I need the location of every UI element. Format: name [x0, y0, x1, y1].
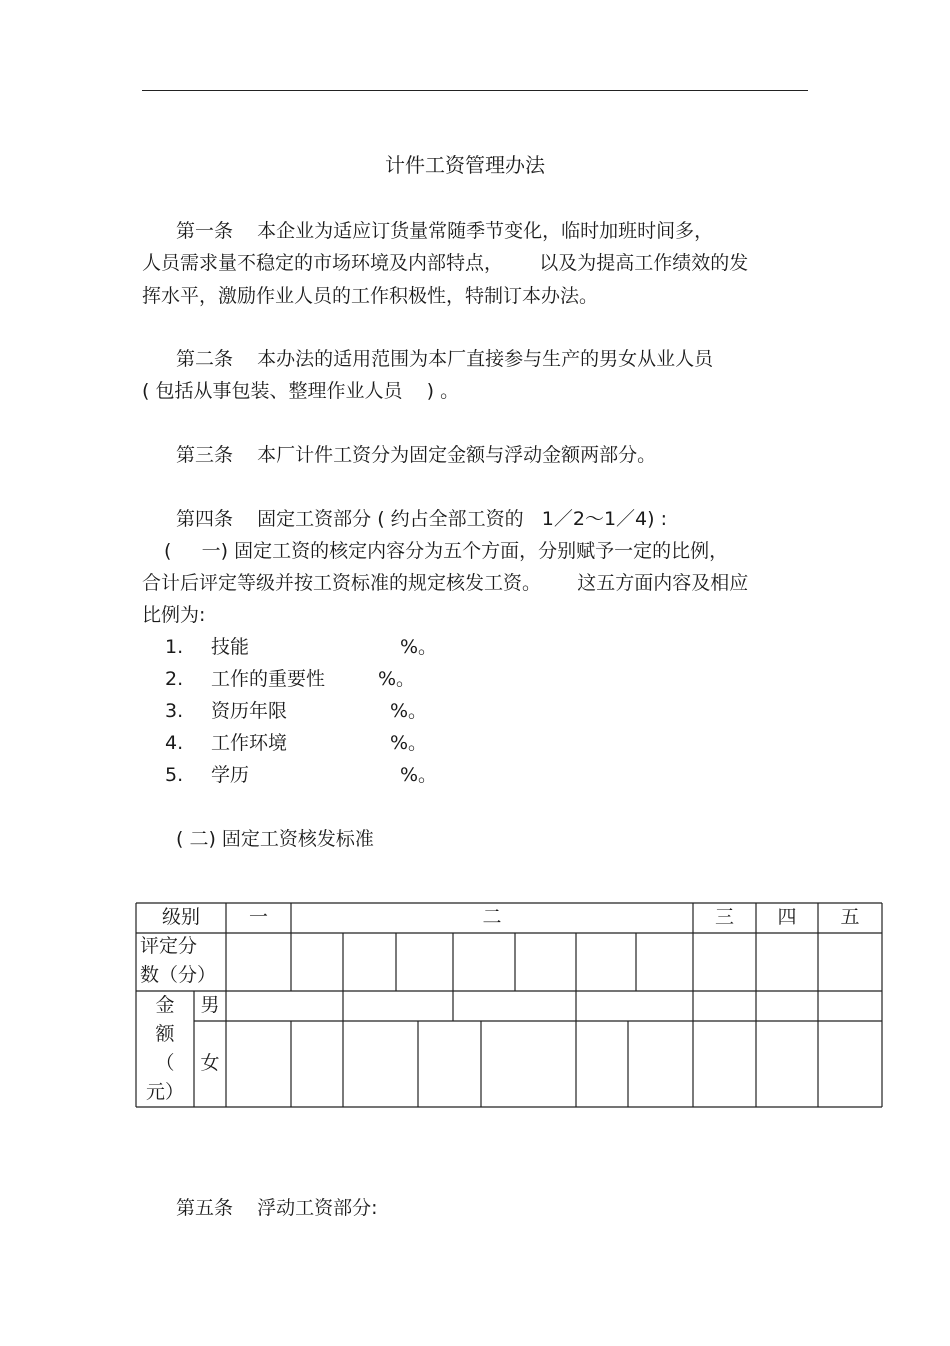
article-2-line-1: 第二条 本办法的适用范围为本厂直接参与生产的男女从业人员: [176, 348, 714, 370]
score-label-line-1: 评定分: [140, 935, 198, 957]
article-4-line-2: ( 一) 固定工资的核定内容分为五个方面，分别赋予一定的比例，: [164, 540, 729, 562]
list-item-label: 技能: [211, 636, 250, 658]
list-item-percent: %。: [390, 700, 428, 722]
list-item-label: 资历年限: [211, 700, 288, 722]
list-item-number: 5.: [165, 764, 184, 786]
article-4-line-4: 比例为:: [142, 604, 206, 626]
article-1-line-2: 人员需求量不稳定的市场环境及内部特点， 以及为提高工作绩效的发: [142, 252, 749, 274]
list-item-label: 工作环境: [211, 732, 288, 754]
list-item-number: 3.: [165, 700, 184, 722]
list-item-number: 1.: [165, 636, 184, 658]
list-item-number: 2.: [165, 668, 184, 690]
subsection-2-heading: ( 二) 固定工资核发标准: [176, 828, 374, 850]
table-header-level: 级别: [161, 906, 200, 928]
table-header-grade-4: 四: [777, 906, 797, 928]
table-header-grade-1: 一: [248, 906, 268, 928]
list-item-percent: %。: [378, 668, 416, 690]
list-item-percent: %。: [390, 732, 428, 754]
article-4-line-1: 第四条 固定工资部分 ( 约占全部工资的 1／2～1／4) :: [176, 508, 667, 530]
amount-label-3: （: [155, 1052, 175, 1074]
article-1-line-3: 挥水平，激励作业人员的工作积极性，特制订本办法。: [142, 285, 599, 307]
table-header-grade-2: 二: [482, 906, 502, 928]
list-item-number: 4.: [165, 732, 184, 754]
score-label-line-2: 数（分）: [140, 964, 217, 986]
male-label: 男: [200, 994, 220, 1016]
list-item-percent: %。: [400, 764, 438, 786]
list-item-label: 工作的重要性: [211, 668, 326, 690]
amount-label-2: 额: [155, 1023, 175, 1045]
article-3-line-1: 第三条 本厂计件工资分为固定金额与浮动金额两部分。: [176, 444, 657, 466]
amount-label-4: 元）: [145, 1081, 184, 1103]
document-title: 计件工资管理办法: [385, 153, 545, 177]
female-label: 女: [200, 1052, 220, 1074]
amount-label-1: 金: [155, 994, 175, 1016]
article-4-line-3: 合计后评定等级并按工资标准的规定核发工资。 这五方面内容及相应: [142, 572, 749, 594]
table-header-grade-3: 三: [714, 906, 734, 928]
list-item-label: 学历: [211, 764, 250, 786]
article-5-line-1: 第五条 浮动工资部分:: [176, 1197, 378, 1219]
table-header-grade-5: 五: [840, 906, 860, 928]
article-2-line-2: ( 包括从事包装、整理作业人员 ) 。: [142, 380, 460, 402]
article-1-line-1: 第一条 本企业为适应订货量常随季节变化，临时加班时间多，: [176, 220, 714, 242]
list-item-percent: %。: [400, 636, 438, 658]
